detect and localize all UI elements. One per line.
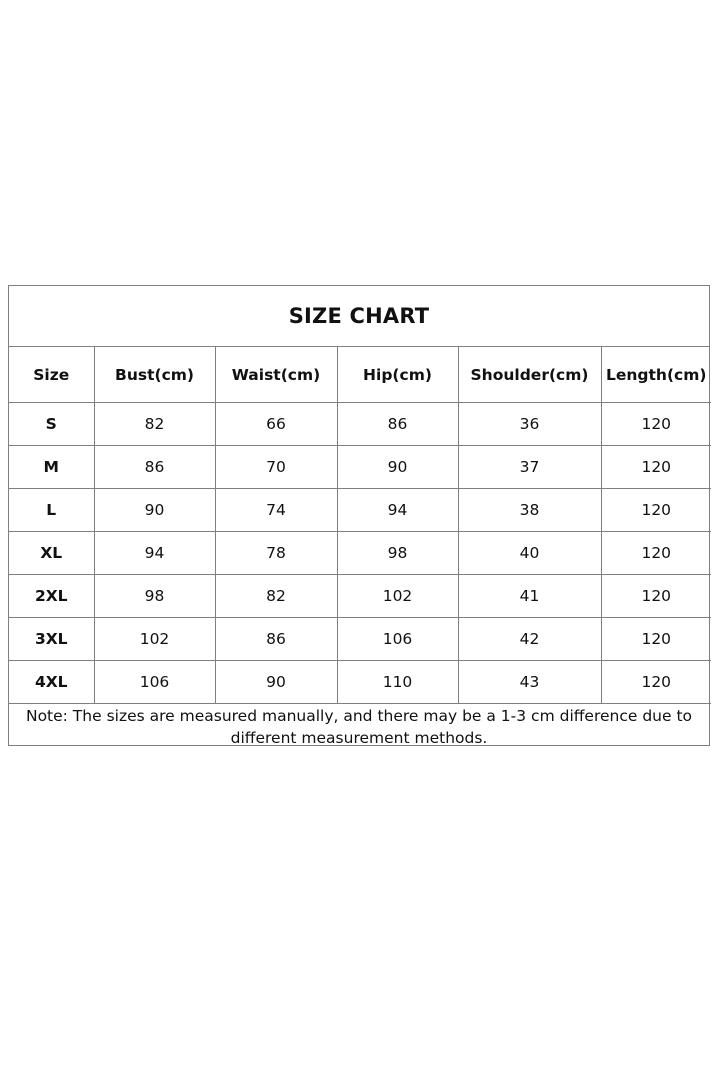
header-row: [9, 347, 711, 403]
table-cell: 106: [337, 618, 458, 661]
table-cell: 120: [601, 575, 711, 618]
table-row: [9, 446, 711, 489]
table-cell: 86: [94, 446, 215, 489]
table-cell: 98: [337, 532, 458, 575]
column-header: Waist(cm): [215, 347, 337, 403]
table-cell: 120: [601, 446, 711, 489]
table-cell: 41: [458, 575, 601, 618]
table-row: [9, 618, 711, 661]
column-header: Shoulder(cm): [458, 347, 601, 403]
table-cell: 86: [215, 618, 337, 661]
table-row: [9, 403, 711, 446]
table-cell: 82: [215, 575, 337, 618]
size-label-cell: 3XL: [9, 618, 94, 661]
table-cell: 40: [458, 532, 601, 575]
table-cell: 110: [337, 661, 458, 704]
size-label-cell: 2XL: [9, 575, 94, 618]
size-label-cell: S: [9, 403, 94, 446]
table-cell: 120: [601, 661, 711, 704]
table-row: [9, 489, 711, 532]
size-label-cell: XL: [9, 532, 94, 575]
table-cell: 37: [458, 446, 601, 489]
table-row: [9, 575, 711, 618]
table-cell: 106: [94, 661, 215, 704]
table-cell: 74: [215, 489, 337, 532]
column-header: Bust(cm): [94, 347, 215, 403]
table-cell: 78: [215, 532, 337, 575]
column-header: Hip(cm): [337, 347, 458, 403]
size-label-cell: 4XL: [9, 661, 94, 704]
table-cell: 82: [94, 403, 215, 446]
column-header: Length(cm): [601, 347, 711, 403]
table-cell: 70: [215, 446, 337, 489]
table-cell: 66: [215, 403, 337, 446]
table-cell: 94: [337, 489, 458, 532]
table-cell: 90: [94, 489, 215, 532]
table-cell: 102: [94, 618, 215, 661]
measurement-note: Note: The sizes are measured manually, and there may be a 1-3 cm difference due to different measurement methods.: [25, 707, 693, 747]
table-cell: 36: [458, 403, 601, 446]
table-cell: 102: [337, 575, 458, 618]
table-cell: 43: [458, 661, 601, 704]
size-table: [9, 347, 711, 704]
size-label-cell: M: [9, 446, 94, 489]
table-cell: 120: [601, 618, 711, 661]
size-chart: [8, 285, 710, 746]
table-cell: 38: [458, 489, 601, 532]
chart-title: SIZE CHART: [9, 286, 709, 347]
table-cell: 90: [215, 661, 337, 704]
table-row: [9, 532, 711, 575]
table-cell: 42: [458, 618, 601, 661]
table-cell: 90: [337, 446, 458, 489]
table-cell: 98: [94, 575, 215, 618]
column-header: Size: [9, 347, 94, 403]
table-cell: 120: [601, 403, 711, 446]
table-cell: 120: [601, 532, 711, 575]
table-cell: 120: [601, 489, 711, 532]
size-label-cell: L: [9, 489, 94, 532]
table-cell: 86: [337, 403, 458, 446]
table-row: [9, 661, 711, 704]
table-cell: 94: [94, 532, 215, 575]
